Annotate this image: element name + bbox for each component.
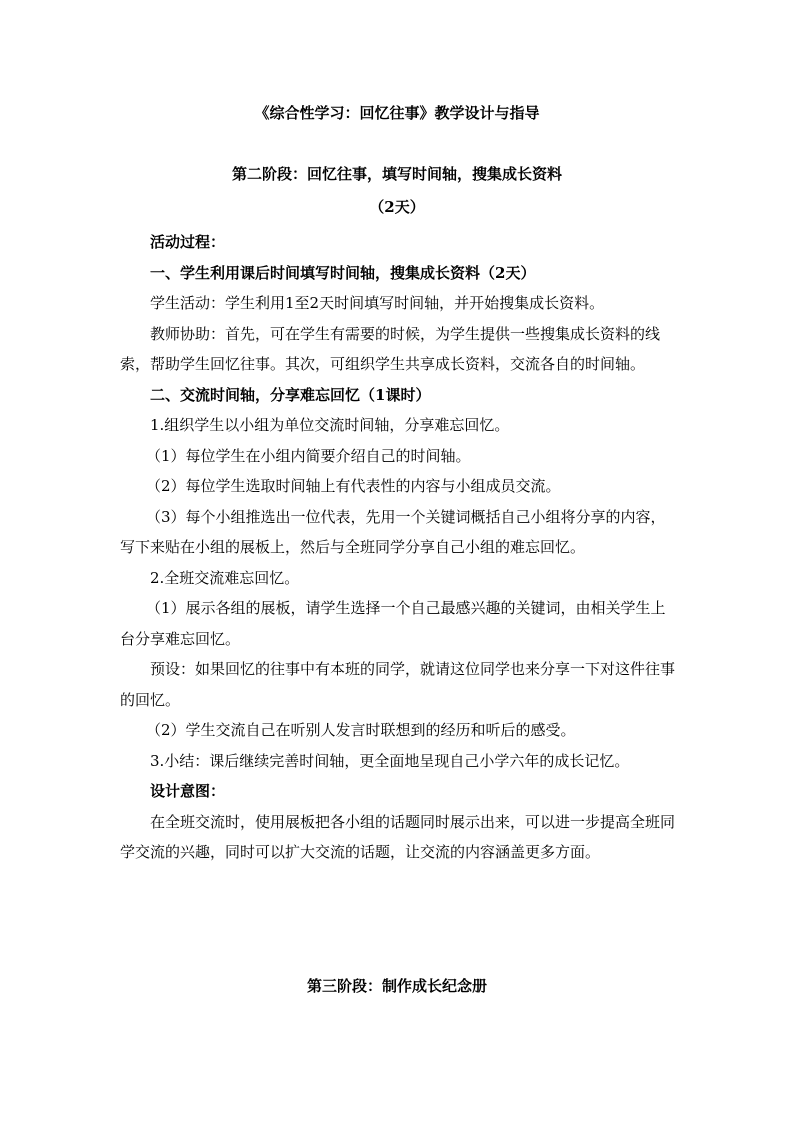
document-title: 《综合性学习：回忆往事》教学设计与指导 [254,104,540,122]
paragraph-step-2-2: （2）学生交流自己在听别人发言时联想到的经历和听后的感受。 [146,721,576,739]
paragraph-preset: 预设：如果回忆的往事中有本班的同学，就请这位同学也来分享一下对这件往事的回忆。 [120,660,676,709]
paragraph-teacher-assist: 教师协助：首先，可在学生有需要的时候，为学生提供一些搜集成长资料的线索，帮助学生回忆往事。其次，可组织学生共享成长资料，交流各自的时间轴。 [120,324,661,373]
document-body [120,227,680,868]
paragraph-step-2: 2.全班交流难忘回忆。 [150,568,300,587]
paragraph-step-1-1: （1）每位学生在小组内简要介绍自己的时间轴。 [146,446,471,465]
section-heading-activity-process: 活动过程： [150,233,226,251]
paragraph-step-1: 1.组织学生以小组为单位交流时间轴，分享难忘回忆。 [150,416,510,434]
paragraph-design-intent: 在全班交流时，使用展板把各小组的话题同时展示出来，可以进一步提高全班同学交流的兴趣，同时可以扩大交流的话题，让交流的内容涵盖更多方面。 [120,812,676,861]
section-heading-part-two: 二、交流时间轴，分享难忘回忆（1课时） [150,385,431,404]
paragraph-step-1-2: （2）每位学生选取时间轴上有代表性的内容与小组成员交流。 [146,477,561,495]
paragraph-student-activity: 学生活动：学生利用1至2天时间填写时间轴，并开始搜集成长资料。 [150,294,605,312]
paragraph-step-3-summary: 3.小结：课后继续完善时间轴，更全面地呈现自己小学六年的成长记忆。 [150,751,630,770]
stage2-duration: （2天） [369,198,425,216]
section-heading-design-intent: 设计意图： [150,782,226,800]
paragraph-step-2-1: （1）展示各组的展板，请学生选择一个自己最感兴趣的关键词，由相关学生上台分享难忘回忆。 [120,599,666,648]
paragraph-step-1-3: （3）每个小组推选出一位代表，先用一个关键词概括自己小组将分享的内容，写下来贴在小组的展板上，然后与全班同学分享自己小组的难忘回忆。 [120,507,666,556]
stage3-title: 第三阶段：制作成长纪念册 [306,977,487,995]
stage2-title: 第二阶段：回忆往事，填写时间轴，搜集成长资料 [231,165,562,183]
section-heading-part-one: 一、学生利用课后时间填写时间轴，搜集成长资料（2天） [150,263,536,282]
